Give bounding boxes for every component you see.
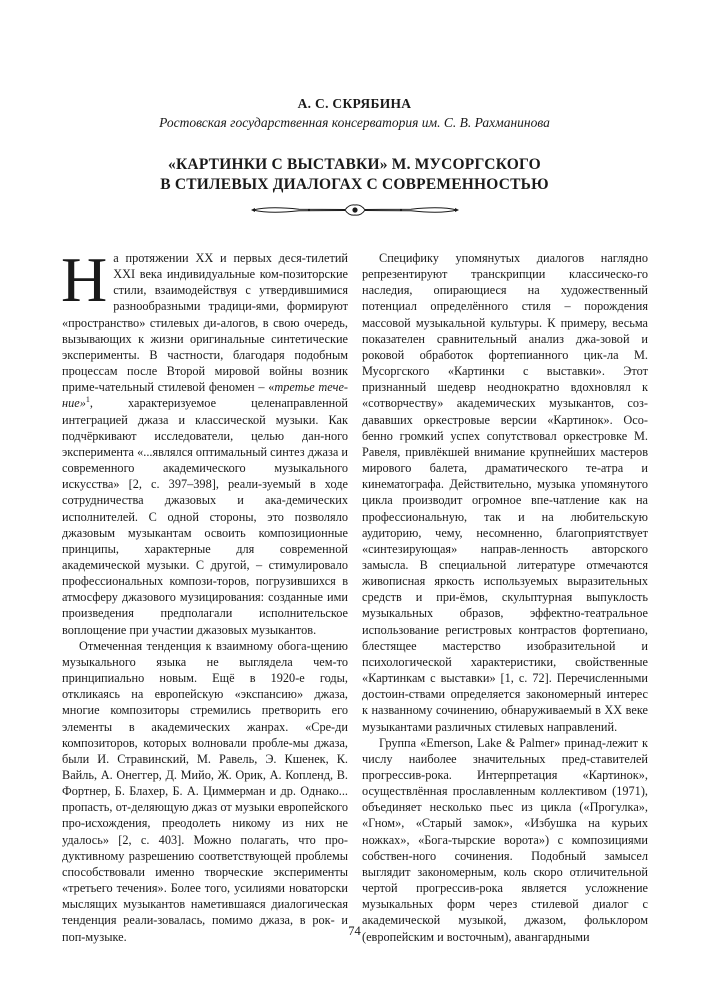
paragraph-text: , характеризуемое целенаправленной интеграцией джаза и классической музыки. Как подчёркивают исследователи, целью дан-ного эксперимента «...являлся оптимальный синтез джаза и современного академического музыкального искусства» [2, с. 397–398], реали-зуемый в ходе сотрудничества джазовых и ака-демических исполнителей. С одной стороны, это позволяло джазовым музыкантам освоить композиционные принципы, характерные для современной академической музыки. С другой, – стимулировало профессиональных компози-торов, погрузившихся в атмосферу джазового музицирования: созданные ими произведения предполагали исполнительское воплощение при участии джазовых музыкантов.	[62, 396, 348, 637]
text-column-left	[61, 244, 348, 945]
paragraph	[61, 244, 348, 638]
page-number: 74	[348, 924, 361, 938]
title-ornament-divider	[249, 201, 461, 219]
paragraph: Группа «Emerson, Lake & Palmer» принад-лежит к числу наиболее значительных пред-ставителей прогрессив-рока. Интерпретация «Картинок», осуществлённая прославленным коллективом (1971), объединяет несколько пьес из цикла («Прогулка», «Гном», «Старый замок», «Избушка на курьих ножках», «Бога-тырские ворота») с композициями собствен-ного сочинения. Подобный замысел выглядит закономерным, коль скоро отличительной чертой прогрессив-рока является усложнение музыкальных форм через стилевой диалог с академической музыкой, джазом, фольклором (европейским и восточным), авангардными	[362, 735, 648, 944]
paragraph-text: а протяжении XX и первых деся-тилетий XXI века индивидуальные ком-позиторские стили, взаимодействуя с утвердившимися разнообразными традици-ями, формируют «пространство» стилевых ди-алогов, в свою очередь, вызывающих к жизни оригинальные синтетические эксперименты. В частности, благодаря подобным процессам после Второй мировой войны возник приме-чательный стилевой феномен – «	[62, 251, 348, 395]
paragraph: Отмеченная тенденция к взаимному обога-щению музыкального языка не выглядела чем-то принципиально новым. Ещё в 1920-е годы, откликаясь на европейскую «экспансию» джаза, многие композиторы стремились претворить его элементы в академических жанрах. «Сре-ди композиторов, которых волновали пробле-мы джаза, были И. Стравинский, М. Равель, Э. Кшенек, К. Вайль, А. Онеггер, Д. Мийо, Ж. Орик, А. Копленд, В. Фортнер, Б. Блахер, Б. А. Циммерман и др. Однако... пропасть, от-деляющую джаз от музыки европейского про-исхождения, преодолеть никому из них не удалось» [2, с. 403]. Можно полагать, что про-дуктивному разрешению соответствующей проблемы способствовали именно творческие эксперименты «третьего течения». Более того, усилиями новаторски мыслящих музыкантов наметившаяся диалогическая тенденция реали-зовалась, помимо джаза, в рок- и поп-музыке.	[62, 638, 348, 944]
author-affiliation: Ростовская государственная консерватория им. С. В. Рахманинова	[159, 115, 550, 130]
article-title	[0, 155, 709, 195]
drop-cap: Н	[61, 244, 108, 315]
text-column-right	[362, 250, 648, 945]
author-name: А. С. СКРЯБИНА	[297, 96, 412, 111]
article-title-line-1: «КАРТИНКИ С ВЫСТАВКИ» М. МУСОРГСКОГО	[168, 156, 541, 173]
paragraph: Специфику упомянутых диалогов наглядно репрезентируют транскрипции классическо-го наследия, опирающиеся на художественный потенциал определённого стиля – порождения массовой музыкальной культуры. К примеру, весьма показателен сравнительный анализ джа-зовой и роковой обработок фортепианного цик-ла М. Мусоргского «Картинки с выставки». Этот признанный шедевр неоднократно вдохновлял к «сотворчеству» академических музыкантов, соз-дававших оркестровые версии «Картинок». Осо-бенно громкий успех сопутствовал оркестровке М. Равеля, привлёкшей внимание крупнейших мастеров мирового балета, драматического те-атра и кинематографа. Действительно, музыка упомянутого цикла производит огромное впе-чатление как на профессиональную, так и на любительскую аудиторию, чему, несомненно, благоприятствует «синтезирующая» направ-ленность авторского замысла. В специальной литературе отмечаются живописная яркость используемых выразительных средств и при-ёмов, скульптурная выпуклость музыкальных образов, эффектно-театральное использование регистровых контрастов фортепиано, блестящее мастерство изобразительной и психологической характеристики, свойственные «Картинкам с выставки» [1, с. 72]. Перечисленными достоин-ствами определяется закономерный интерес к названному сочинению, обнаруживаемый в XX веке музыкантами различных стилевых направлений.	[362, 251, 648, 734]
footnote-marker: 1	[85, 395, 90, 405]
article-title-line-2: В СТИЛЕВЫХ ДИАЛОГАХ С СОВРЕМЕННОСТЬЮ	[160, 176, 549, 193]
italic-term: третье тече-ние»	[62, 380, 348, 411]
